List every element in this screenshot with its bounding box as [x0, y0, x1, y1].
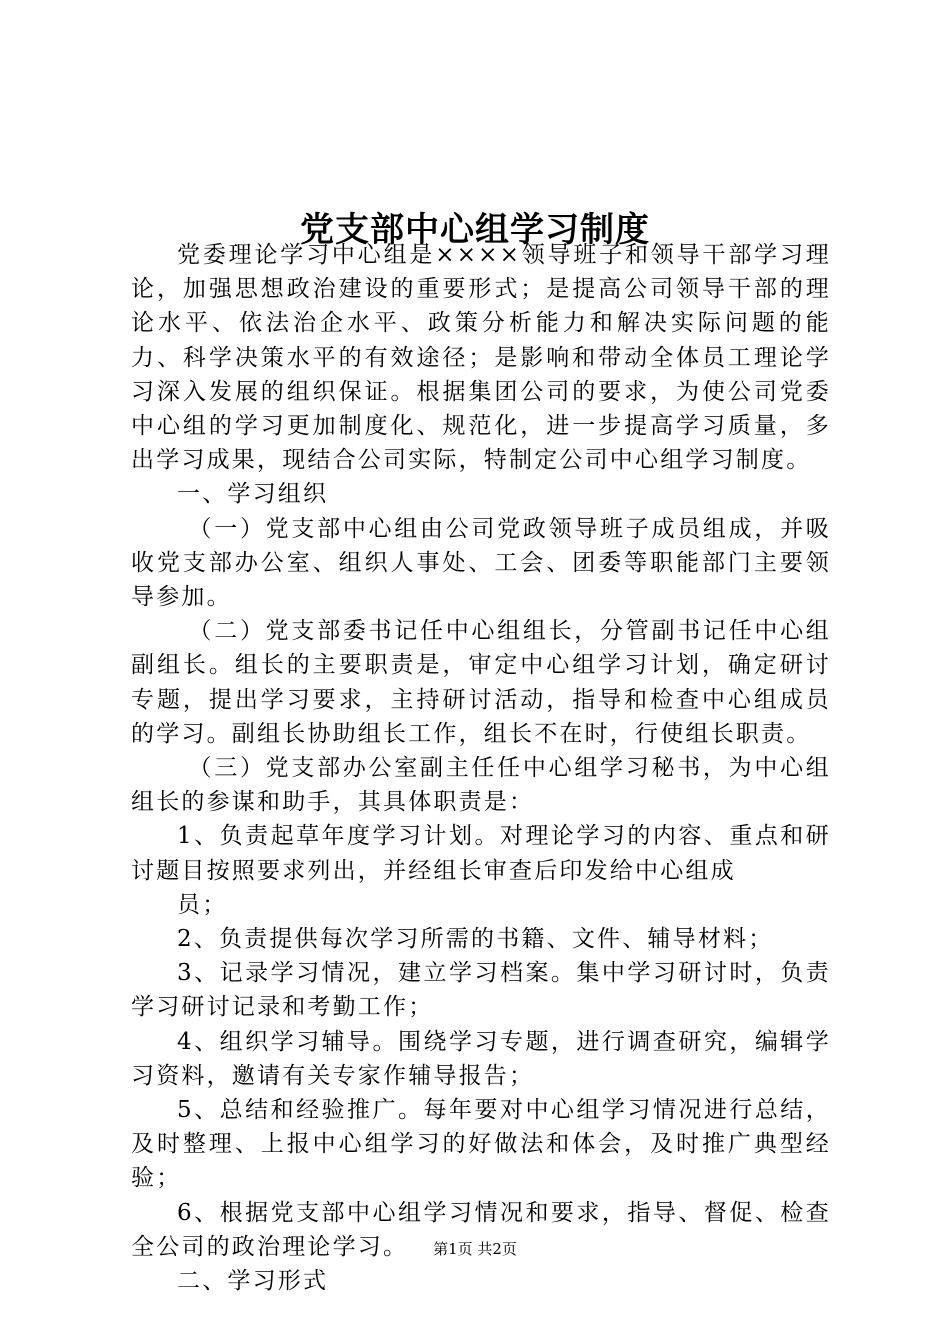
document-body: [131, 238, 831, 1298]
duty-item-4: 4、组织学习辅导。围绕学习专题，进行调查研究，编辑学习资料，邀请有关专家作辅导报告；: [131, 1028, 831, 1089]
paragraph-item-3: （三）党支部办公室副主任任中心组学习秘书，为中心组组长的参谋和助手，其具体职责是：: [131, 755, 831, 816]
document-title: 党支部中心组学习制度: [300, 209, 650, 250]
section-heading-study-organization: 一、学习组织: [177, 481, 329, 508]
duty-item-1: 1、负责起草年度学习计划。对理论学习的内容、重点和研讨题目按照要求列出，并经组长审查后印发给中心组成: [131, 823, 831, 884]
section-heading-study-format: 二、学习形式: [177, 1268, 329, 1295]
paragraph-item-2: （二）党支部委书记任中心组组长，分管副书记任中心组副组长。组长的主要职责是，审定中心组学习计划，确定研讨专题，提出学习要求，主持研讨活动，指导和检查中心组成员的学习。副组长协助组长工作，组长不在时，行使组长职责。: [131, 618, 831, 747]
intro-paragraph: 党委理论学习中心组是××××领导班子和领导干部学习理论，加强思想政治建设的重要形式；是提高公司领导干部的理论水平、依法治企水平、政策分析能力和解决实际问题的能力、科学决策水平的有效途径；是影响和带动全体员工理论学习深入发展的组织保证。根据集团公司的要求，为使公司党委中心组的学习更加制度化、规范化，进一步提高学习质量，多出学习成果，现结合公司实际，特制定公司中心组学习制度。: [131, 242, 831, 474]
paragraph-item-1: （一）党支部中心组由公司党政领导班子成员组成，并吸收党支部办公室、组织人事处、工会、团委等职能部门主要领导参加。: [131, 515, 831, 611]
duty-item-5: 5、总结和经验推广。每年要对中心组学习情况进行总结，及时整理、上报中心组学习的好做法和体会，及时推广典型经验；: [131, 1097, 831, 1192]
duty-item-6: 6、根据党支部中心组学习情况和要求，指导、督促、检查全公司的政治理论学习。: [131, 1199, 831, 1260]
page-footer: 第1页 共2页: [433, 1240, 517, 1258]
duty-item-2: 2、负责提供每次学习所需的书籍、文件、辅导材料；: [177, 926, 774, 953]
duty-item-1-continuation: 员；: [177, 891, 228, 918]
duty-item-3: 3、记录学习情况，建立学习档案。集中学习研讨时，负责学习研讨记录和考勤工作；: [131, 960, 831, 1021]
